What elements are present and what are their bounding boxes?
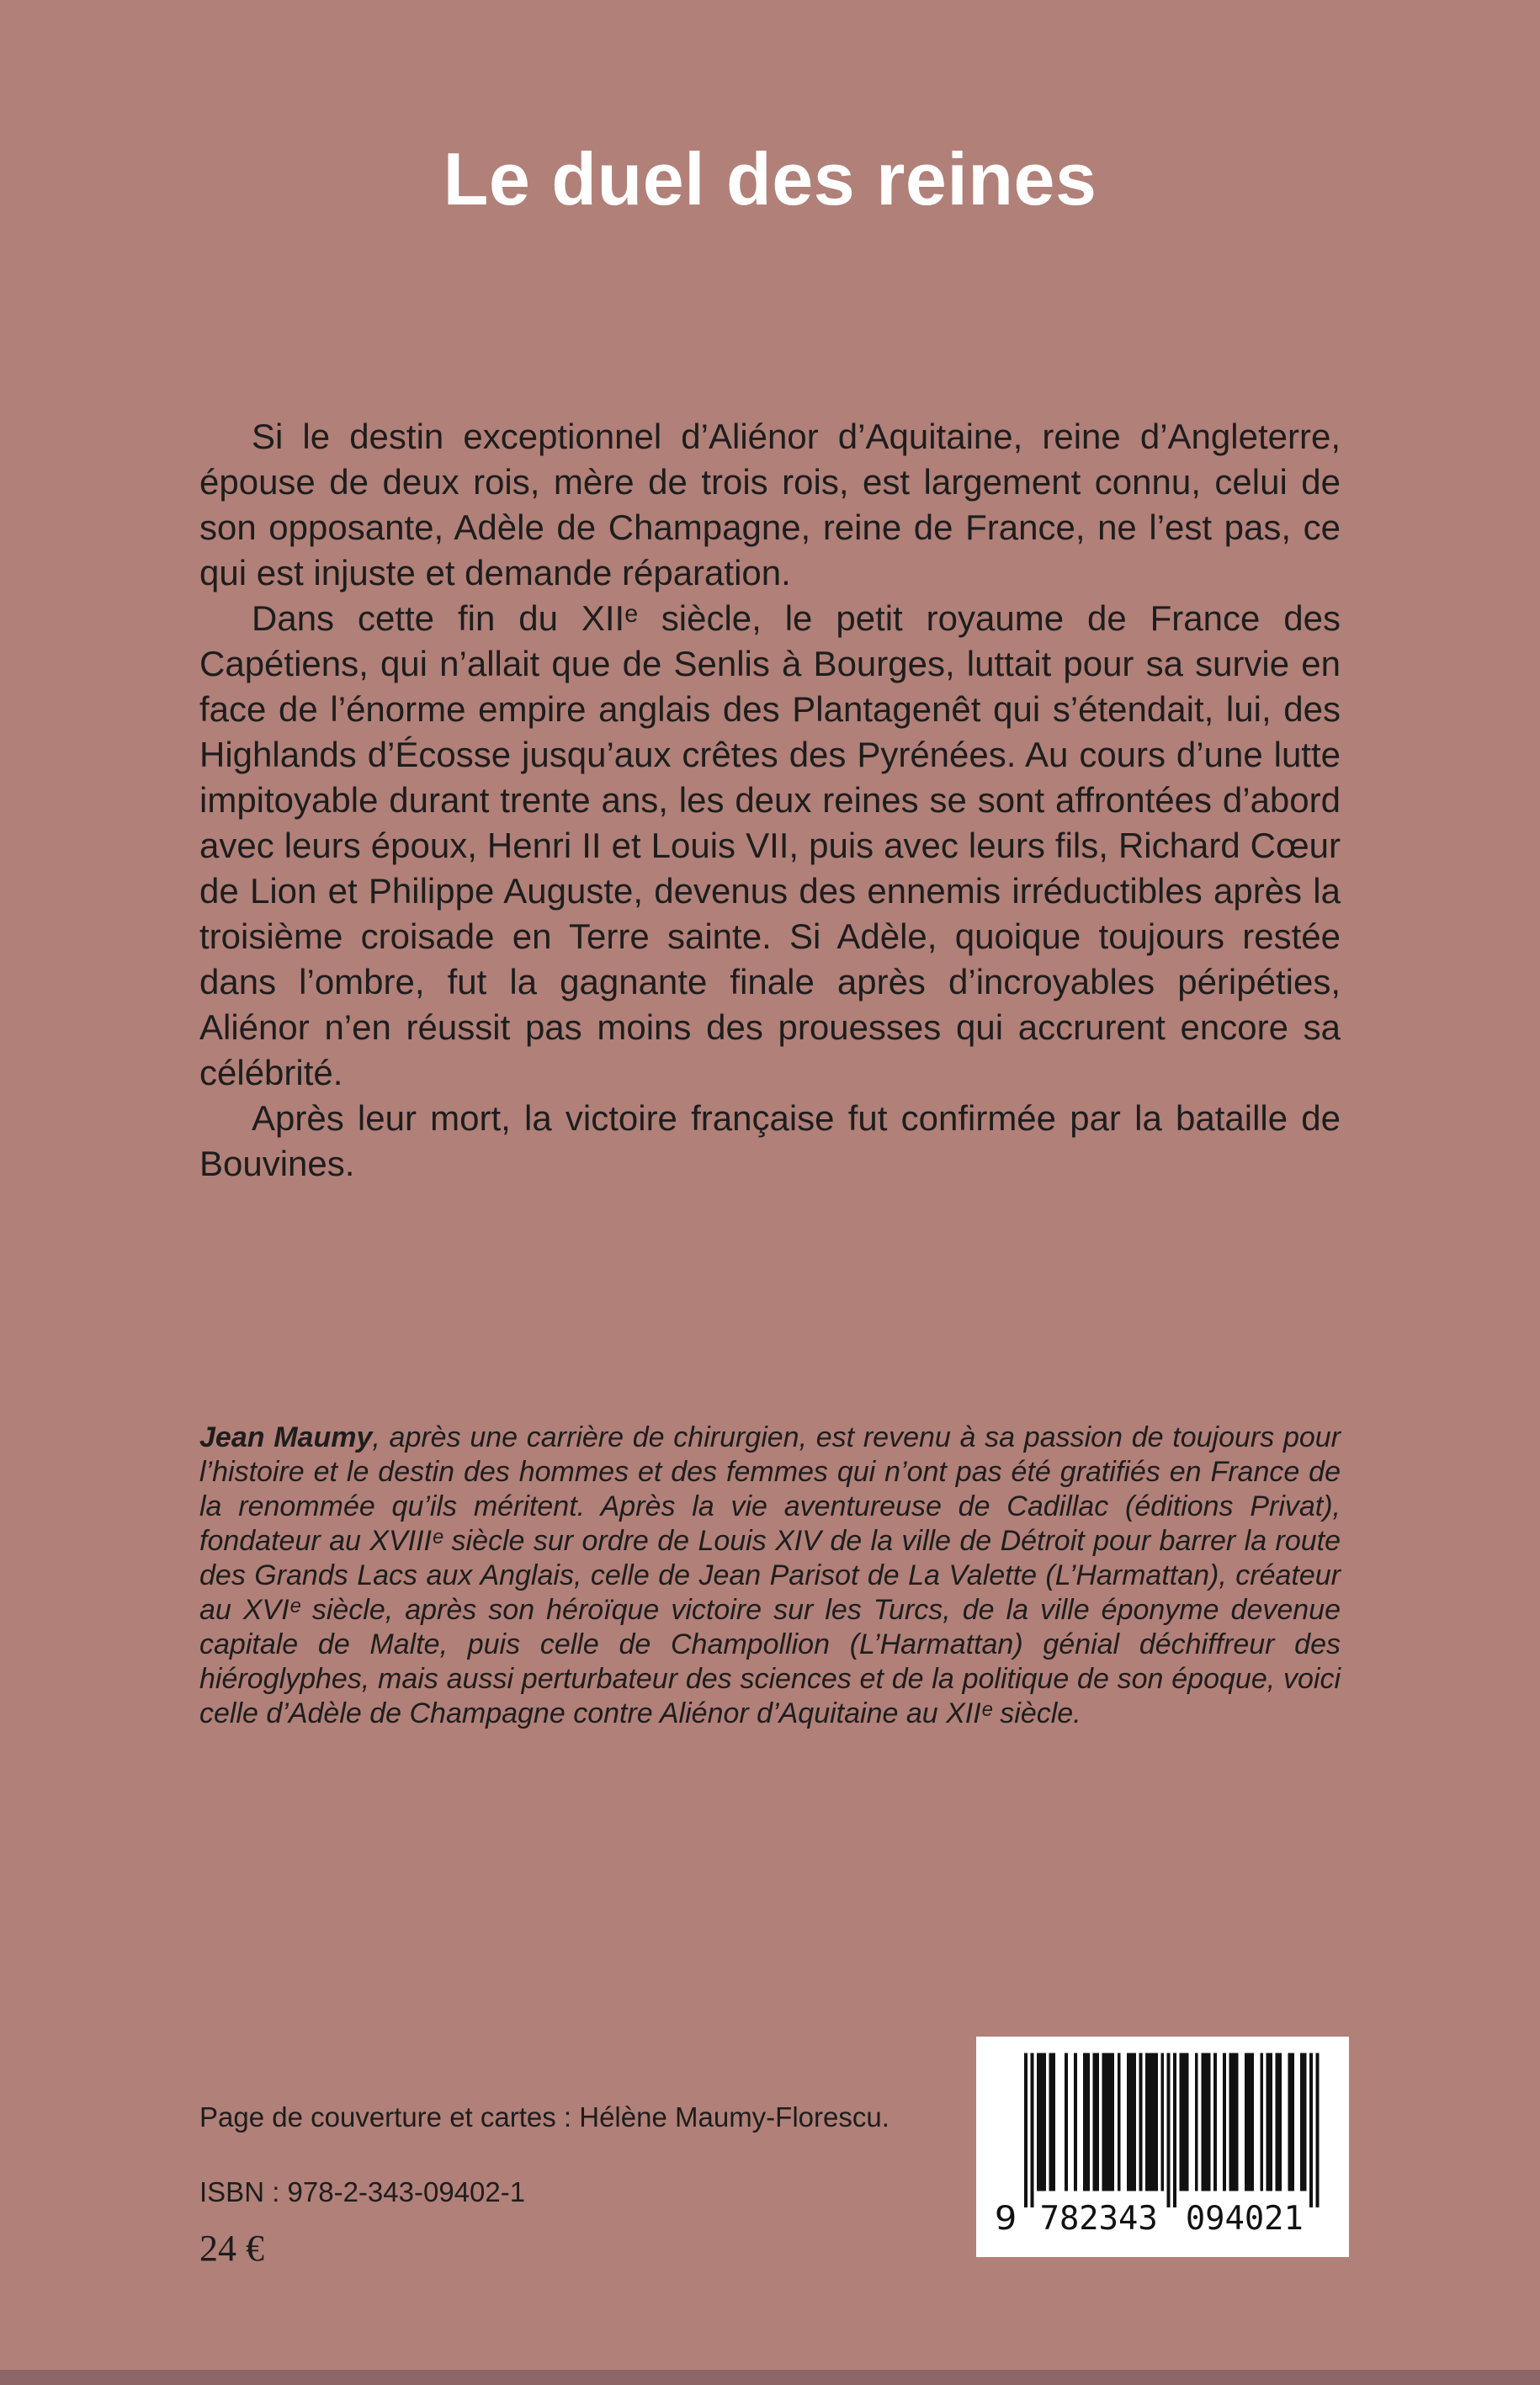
barcode bbox=[976, 2037, 1349, 2257]
author-bio-text: , après une carrière de chirurgien, est revenu à sa passion de toujours pour l’histoire et le destin des hommes et des femmes qui n’ont pas été gratifiés en France de la renommée qu’ils méritent. Après la vie aventureuse de Cadillac (éditions Privat), fondateur au XVIIIᵉ siècle sur ordre de Louis XIV de la ville de Détroit pour barrer la route des Grands Lacs aux Anglais, celle de Jean Parisot de La Valette (L’Harmattan), créateur au XVIᵉ siècle, après son héroïque victoire sur les Turcs, de la ville éponyme devenue capitale de Malte, puis celle de Champollion (L’Harmattan) génial déchiffreur des hiéroglyphes, mais aussi perturbateur des sciences et de la politique de son époque, voici celle d’Adèle de Champagne contre Aliénor d’Aquitaine au XIIᵉ siècle. bbox=[199, 1421, 1341, 1729]
price: 24 € bbox=[199, 2228, 264, 2269]
book-title: Le duel des reines bbox=[443, 137, 1097, 220]
synopsis-paragraph-1: Si le destin exceptionnel d’Aliénor d’Aquitaine, reine d’Angleterre, épouse de deux rois, mère de trois rois, est largement connu, celui de son opposante, Adèle de Champagne, reine de France, ne l’est pas, ce qui est injuste et demande réparation. bbox=[199, 417, 1341, 592]
author-bio bbox=[199, 1421, 1341, 1731]
svg-text:094021: 094021 bbox=[1186, 2198, 1304, 2238]
svg-text:782343: 782343 bbox=[1039, 2198, 1158, 2238]
synopsis-paragraph-3: Après leur mort, la victoire française fut confirmée par la bataille de Bouvines. bbox=[199, 1098, 1341, 1183]
cover-bottom-edge bbox=[0, 2370, 1540, 2385]
barcode-bars bbox=[987, 2048, 1337, 2246]
synopsis-paragraph-2: Dans cette fin du XIIᵉ siècle, le petit royaume de France des Capétiens, qui n’allait que de Senlis à Bourges, luttait pour sa survie en face de l’énorme empire anglais des Plantagenêt qui s’étendait, lui, des Highlands d’Écosse jusqu’aux crêtes des Pyrénées. Au cours d’une lutte impitoyable durant trente ans, les deux reines se sont affrontées d’abord avec leurs époux, Henri II et Louis VII, puis avec leurs fils, Richard Cœur de Lion et Philippe Auguste, devenus des ennemis irréductibles après la troisième croisade en Terre sainte. Si Adèle, quoique toujours restée dans l’ombre, fut la gagnante finale après d’incroyables péripéties, Aliénor n’en réussit pas moins des prouesses qui accrurent encore sa célébrité. bbox=[199, 598, 1341, 1092]
synopsis bbox=[199, 414, 1341, 1187]
svg-text:9: 9 bbox=[995, 2198, 1017, 2238]
author-name: Jean Maumy bbox=[199, 1421, 373, 1453]
isbn-line: ISBN : 978-2-343-09402-1 bbox=[199, 2176, 526, 2207]
cover-credits: Page de couverture et cartes : Hélène Maumy-Florescu. bbox=[199, 2101, 889, 2133]
